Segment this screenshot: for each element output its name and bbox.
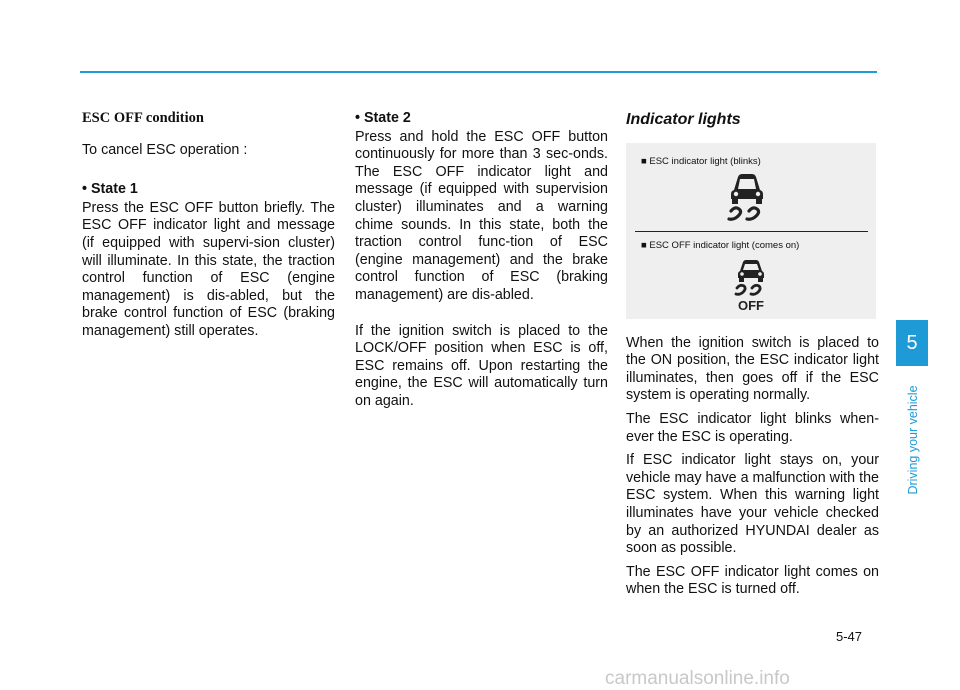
- ignition-paragraph: If the ignition switch is placed to the LOCK/OFF position when ESC is off, ESC remains off. Upon restarting the engine, the ESC will automatically turn on again.: [355, 322, 608, 409]
- indicator-para-2: The ESC indicator light blinks when-ever the ESC is operating.: [626, 410, 879, 445]
- page-number: 5-47: [836, 629, 863, 644]
- intro-text: To cancel ESC operation :: [82, 141, 248, 158]
- column-2: [355, 110, 608, 411]
- indicator-para-3: If ESC indicator light stays on, your vehicle may have a malfunction with the ESC system. When this warning light illuminates have your vehicle checked by an authorized HYUNDAI dealer as soon as possible.: [626, 452, 879, 557]
- indicator-para-4: The ESC OFF indicator light comes on when the ESC is turned off.: [626, 563, 879, 598]
- column-3: [626, 110, 879, 605]
- chapter-tab: 5: [896, 320, 928, 366]
- esc-off-indicator-caption: ■ ESC OFF indicator light (comes on): [641, 239, 800, 251]
- top-rule: [80, 71, 877, 73]
- indicator-para-1: When the ignition switch is placed to the ON position, the ESC indicator light illuminates, then goes off if the ESC system is operating normally.: [626, 334, 879, 404]
- state1-body: Press the ESC OFF button briefly. The ESC OFF indicator light and message (if equipped with supervi-sion cluster) will illuminate. In this state, the traction control function of ESC (engine management) is dis-abled, but the brake control function of ESC (braking management) still operates.: [82, 199, 335, 339]
- esc-car-skid-icon: [725, 169, 769, 223]
- state1-title: • State 1: [82, 181, 138, 198]
- off-label: OFF: [738, 297, 764, 313]
- watermark: carmanualsonline.info: [605, 668, 790, 689]
- esc-indicator-caption: ■ ESC indicator light (blinks): [641, 155, 761, 167]
- state2-title: • State 2: [355, 110, 411, 126]
- column-1: [82, 110, 335, 341]
- indicator-heading: Indicator lights: [626, 111, 741, 128]
- chapter-title-text: Driving your vehicle: [906, 385, 920, 495]
- box-divider: [635, 231, 868, 232]
- esc-off-car-skid-icon: [730, 257, 774, 315]
- section-heading: ESC OFF condition: [82, 110, 204, 126]
- state2-body: Press and hold the ESC OFF button continuously for more than 3 sec-onds. The ESC OFF indicator light and message (if equipped with supervision cluster) illuminates and a warning chime sounds. In this state, both the traction control func-tion of ESC (engine management) and the brake control function of ESC (braking management) are dis-abled.: [355, 128, 608, 303]
- chapter-title: [901, 375, 925, 505]
- indicator-box: [626, 143, 876, 319]
